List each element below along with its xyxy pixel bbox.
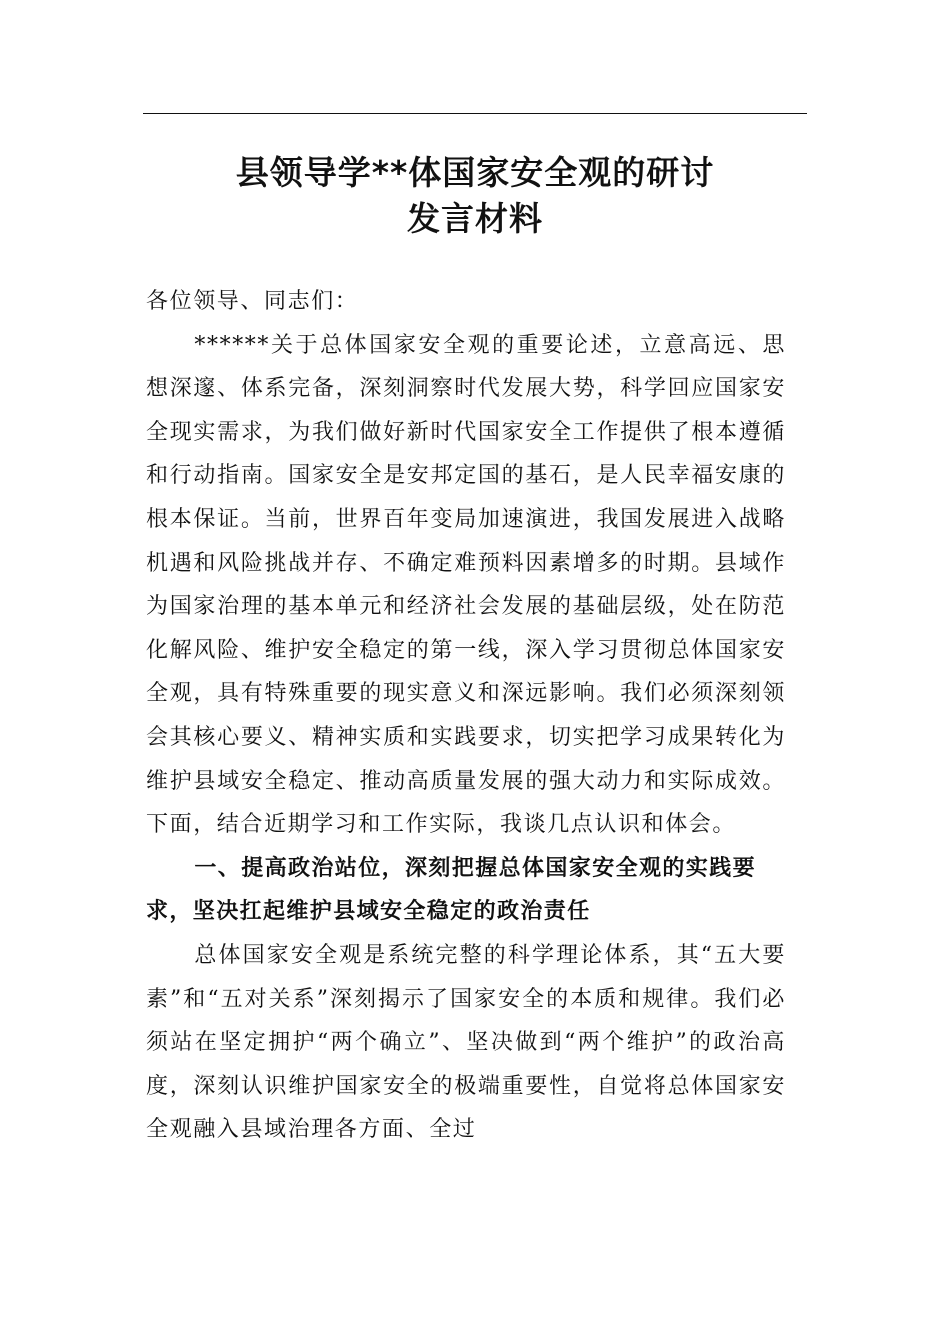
title-line-2: 发言材料 [407, 199, 543, 238]
title-line-1: 县领导学**体国家安全观的研讨 [235, 153, 715, 192]
paragraph-section-1: 总体国家安全观是系统完整的科学理论体系，其“五大要素”和“五对关系”深刻揭示了国家安全的本质和规律。我们必须站在坚定拥护“两个确立”、坚决做到“两个维护”的政治高度，深刻认识维护国家安全的极端重要性，自觉将总体国家安全观融入县域治理各方面、全过 [146, 942, 786, 1143]
paragraph-intro: ******关于总体国家安全观的重要论述，立意高远、思想深邃、体系完备，深刻洞察时代发展大势，科学回应国家安全现实需求，为我们做好新时代国家安全工作提供了根本遵循和行动指南。国家安全是安邦定国的基石，是人民幸福安康的根本保证。当前，世界百年变局加速演进，我国发展进入战略机遇和风险挑战并存、不确定难预料因素增多的时期。县域作为国家治理的基本单元和经济社会发展的基础层级，处在防范化解风险、维护安全稳定的第一线，深入学习贯彻总体国家安全观，具有特殊重要的现实意义和深远影响。我们必须深刻领会其核心要义、精神实质和实践要求，切实把学习成果转化为维护县域安全稳定、推动高质量发展的强大动力和实际成效。下面，结合近期学习和工作实际，我谈几点认识和体会。 [146, 332, 786, 838]
section-heading-1: 一、提高政治站位，深刻把握总体国家安全观的实践要求，坚决扛起维护县域安全稳定的政治责任 [146, 855, 756, 925]
header-rule [143, 113, 807, 114]
document-body [146, 280, 786, 1152]
document-title [143, 150, 807, 242]
salutation: 各位领导、同志们： [146, 289, 359, 314]
